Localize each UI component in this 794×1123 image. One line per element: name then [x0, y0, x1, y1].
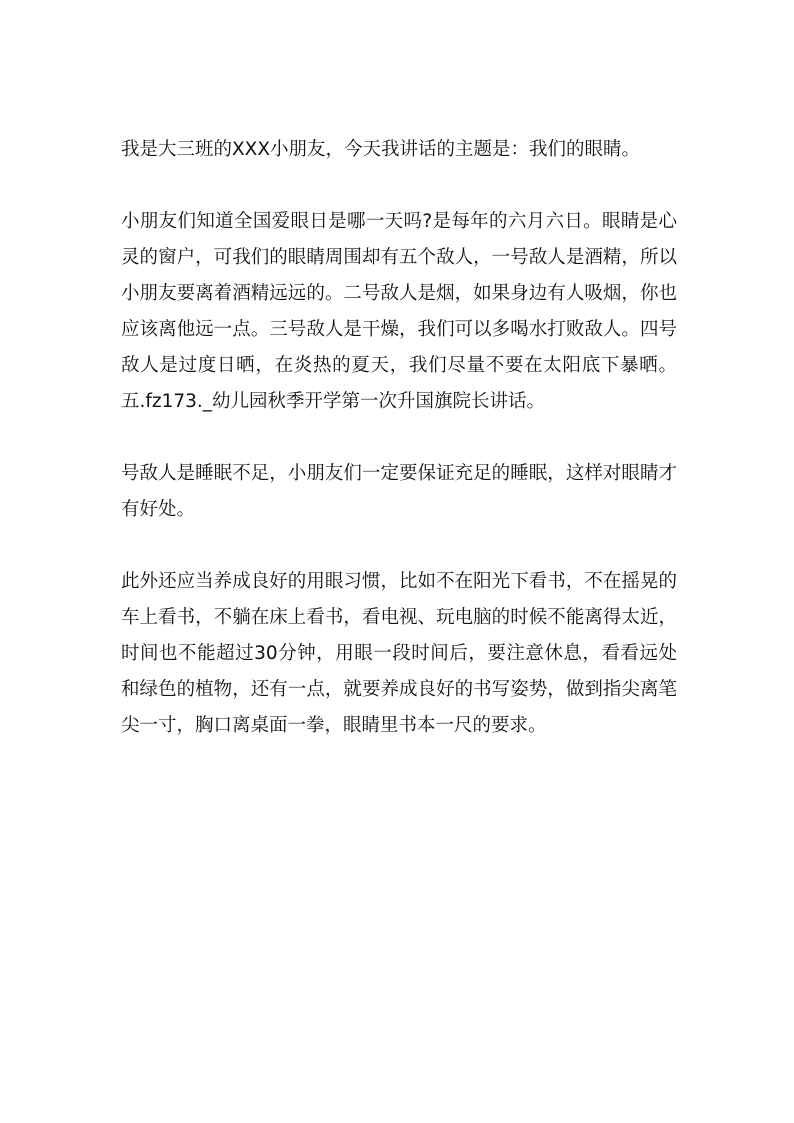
- paragraph-eye-enemies: 小朋友们知道全国爱眼日是哪一天吗?是每年的六月六日。眼睛是心灵的窗户，可我们的眼睛周围却有五个敌人，一号敌人是酒精，所以小朋友要离着酒精远远的。二号敌人是烟，如果身边有人吸烟，你也应该离他远一点。三号敌人是干燥，我们可以多喝水打败敌人。四号敌人是过度日晒，在炎热的夏天，我们尽量不要在太阳底下暴晒。五.fz173._幼儿园秋季开学第一次升国旗院长讲话。: [121, 211, 677, 412]
- document-body: [121, 132, 677, 744]
- paragraph-habits: 此外还应当养成良好的用眼习惯，比如不在阳光下看书，不在摇晃的车上看书，不躺在床上看书，看电视、玩电脑的时候不能离得太近，时间也不能超过30分钟，用眼一段时间后，要注意休息，看看远处和绿色的植物，还有一点，就要养成良好的书写姿势，做到指尖离笔尖一寸，胸口离桌面一拳，眼睛里书本一尺的要求。: [121, 571, 677, 736]
- paragraph-intro: 我是大三班的XXX小朋友，今天我讲话的主题是：我们的眼睛。: [121, 139, 641, 160]
- paragraph-sleep: 号敌人是睡眠不足，小朋友们一定要保证充足的睡眠，这样对眼睛才有好处。: [121, 463, 677, 520]
